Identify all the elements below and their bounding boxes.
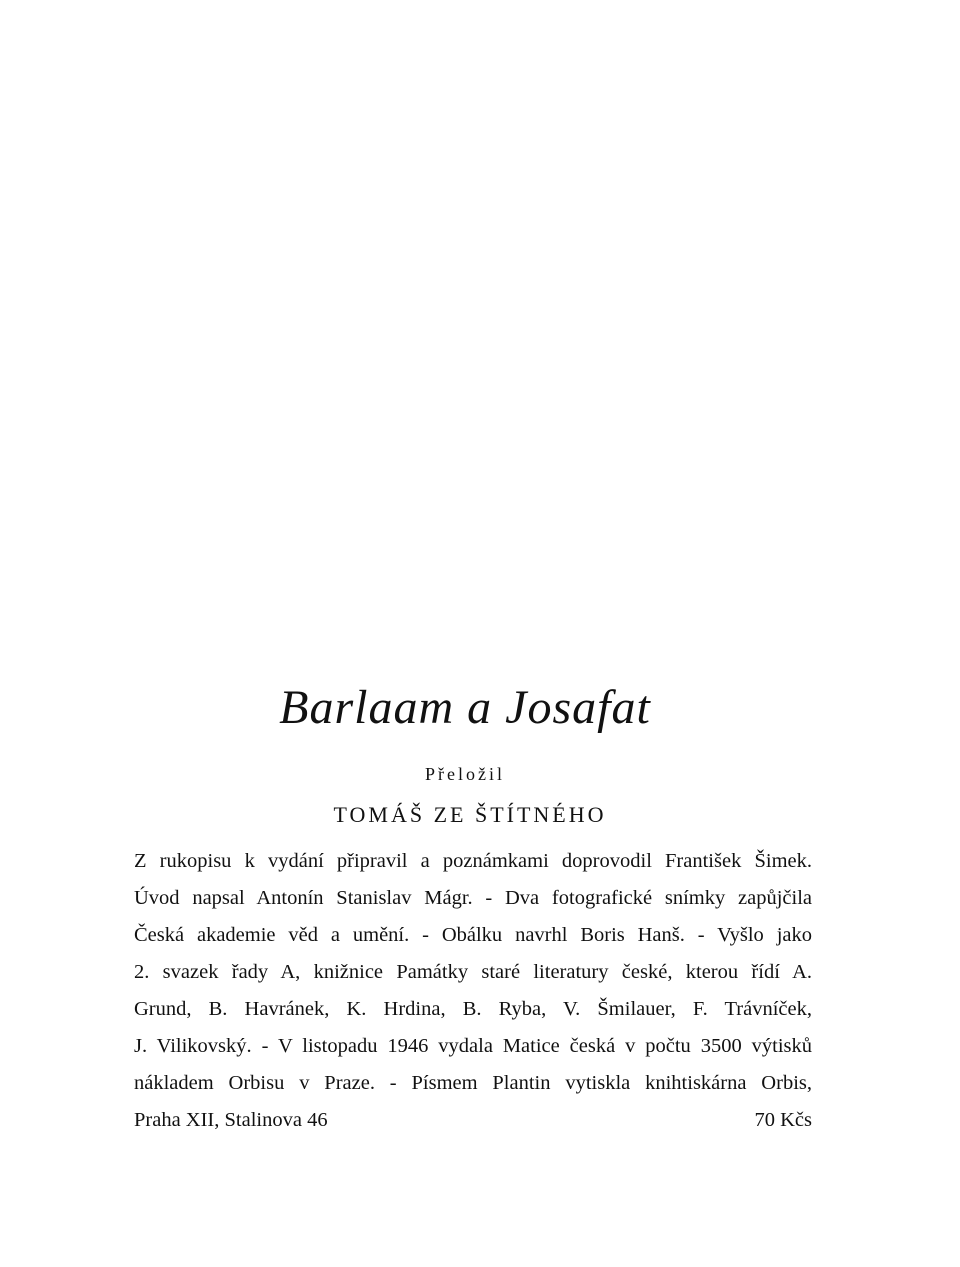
book-title: Barlaam a Josafat bbox=[279, 681, 651, 734]
colophon-line: Grund, B. Havránek, K. Hrdina, B. Ryba, V. Šmilauer, F. Trávníček, bbox=[134, 998, 812, 1020]
colophon-last-line bbox=[134, 1102, 812, 1139]
colophon-line: J. Vilikovský. - V listopadu 1946 vydala Matice česká v počtu 3500 výtisků bbox=[134, 1035, 812, 1057]
colophon-line: nákladem Orbisu v Praze. - Písmem Plantin vytiskla knihtiskárna Orbis, bbox=[134, 1072, 812, 1094]
printer-address: Praha XII, Stalinova 46 bbox=[134, 1109, 328, 1131]
colophon-line: Z rukopisu k vydání připravil a poznámkami doprovodil František Šimek. bbox=[134, 850, 812, 872]
colophon bbox=[134, 843, 812, 1139]
translated-by-label: Přeložil bbox=[425, 764, 505, 784]
author-name: TOMÁŠ ZE ŠTÍTNÉHO bbox=[333, 802, 607, 827]
price: 70 Kčs bbox=[754, 1109, 812, 1131]
colophon-line: Česká akademie věd a umění. - Obálku navrhl Boris Hanš. - Vyšlo jako bbox=[134, 924, 812, 946]
colophon-line: Úvod napsal Antonín Stanislav Mágr. - Dva fotografické snímky zapůjčila bbox=[134, 887, 812, 909]
colophon-line: 2. svazek řady A, knižnice Památky staré literatury české, kterou řídí A. bbox=[134, 961, 812, 983]
